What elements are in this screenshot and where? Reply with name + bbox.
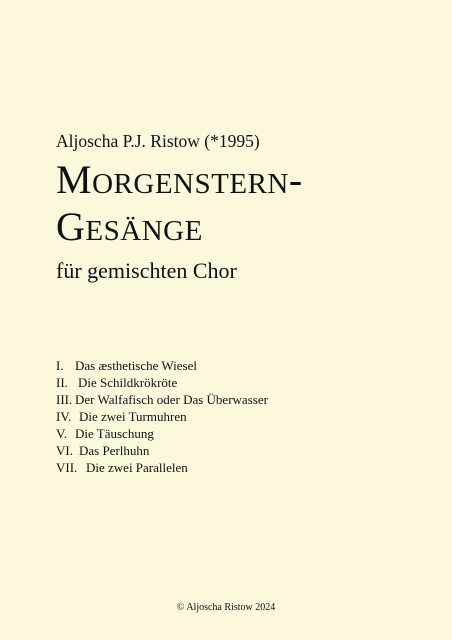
- title-line-2-text: GESÄNGE: [56, 204, 203, 249]
- contents-title: Die Täuschung: [75, 426, 154, 441]
- composer-name: Aljoscha P.J. Ristow (*1995): [56, 131, 260, 151]
- contents-numeral: VII.: [56, 460, 78, 475]
- contents-numeral: IV.: [56, 409, 72, 424]
- contents-title: Das Perlhuhn: [79, 443, 150, 458]
- contents-item: [56, 425, 268, 442]
- contents-list: [56, 357, 268, 476]
- contents-title: Die zwei Parallelen: [86, 460, 188, 475]
- title-line-2: [56, 206, 203, 252]
- contents-numeral: I.: [56, 358, 64, 373]
- contents-numeral: V.: [56, 426, 67, 441]
- contents-title: Der Walfafisch oder Das Überwasser: [75, 392, 268, 407]
- contents-title: Die zwei Turmuhren: [79, 409, 187, 424]
- contents-title: Das æsthetische Wiesel: [75, 358, 197, 373]
- contents-numeral: III.: [56, 392, 73, 407]
- title-line-1: [56, 159, 303, 205]
- copyright-notice: © Aljoscha Ristow 2024: [176, 602, 276, 613]
- contents-item: [56, 459, 268, 476]
- contents-numeral: II.: [56, 375, 68, 390]
- contents-item: [56, 408, 268, 425]
- contents-item: [56, 357, 268, 374]
- title-line-1-text: MORGENSTERN-: [56, 157, 303, 202]
- contents-title: Die Schildkrökröte: [78, 375, 178, 390]
- contents-item: [56, 442, 268, 459]
- subtitle: für gemischten Chor: [56, 258, 237, 283]
- contents-item: [56, 374, 268, 391]
- contents-item: [56, 391, 268, 408]
- contents-numeral: VI.: [56, 443, 73, 458]
